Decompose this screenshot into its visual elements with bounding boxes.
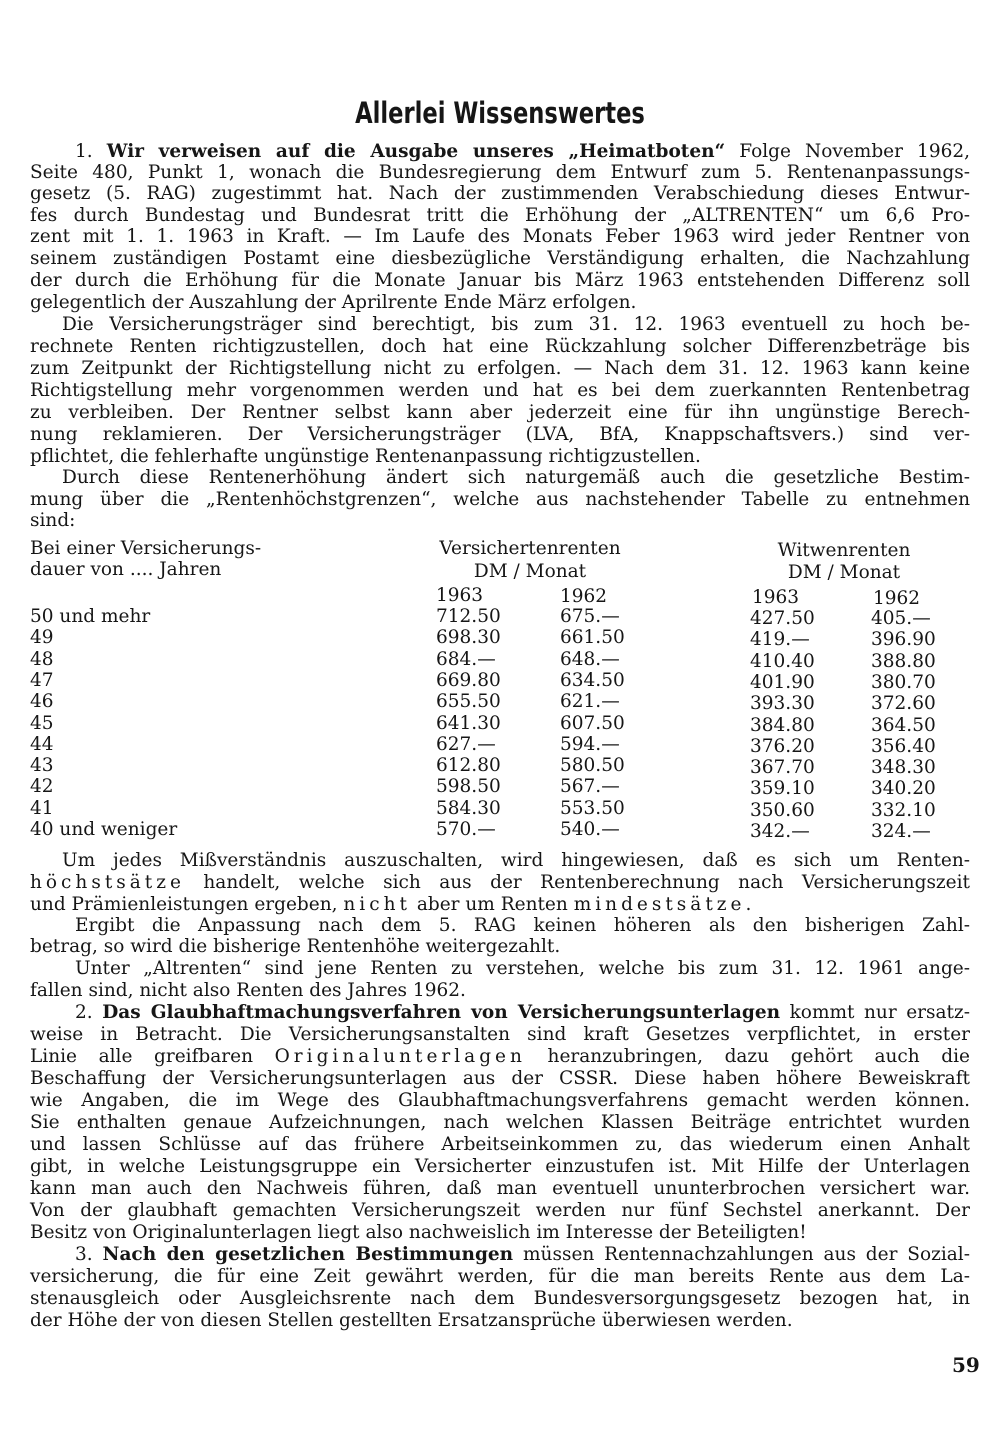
table-group-header-widow: DM / Monat <box>787 562 901 583</box>
table-cell: 376.20 <box>750 736 815 757</box>
para2-line: Die Versicherungsträger sind berechtigt, bis zum 31. 12. 1963 eventuell zu hoch be- <box>62 314 970 335</box>
para7-line: 2. Das Glaubhaftmachungsverfahren von Versicherungsunterlagen kommt nur ersatz- <box>75 1002 970 1023</box>
table-year-header: 1963 <box>752 587 800 608</box>
table-cell: 332.10 <box>871 800 936 821</box>
table-cell: 675.— <box>560 606 620 627</box>
table-cell: 324.— <box>871 821 931 842</box>
para7-line: gibt, in welche Leistungsgruppe ein Versicherter einzustufen ist. Mit Hilfe der Unterlagen <box>30 1156 970 1177</box>
table-cell: 684.— <box>436 649 496 670</box>
table-cell: 364.50 <box>871 715 936 736</box>
table-col0-header: dauer von .... Jahren <box>30 559 222 580</box>
para2-line: zu verbleiben. Der Rentner selbst kann aber jederzeit eine für ihn ungünstige Berech- <box>30 402 970 423</box>
para7-line: Beschaffung der Versicherungsunterlagen aus der CSSR. Diese haben höhere Beweiskraft <box>30 1068 970 1089</box>
para2-line: Richtigstellung mehr vorgenommen werden und hat es bei dem zuerkannten Rentenbetrag <box>30 380 970 401</box>
para1-line: gesetz (5. RAG) zugestimmt hat. Nach der zustimmenden Verabschiedung dieses Entwur- <box>30 183 970 204</box>
table-cell: 621.— <box>560 691 620 712</box>
table-cell: 350.60 <box>750 800 815 821</box>
para7-line: wie Angaben, die im Wege des Glaubhaftmachungsverfahrens gemacht werden können. <box>30 1090 970 1111</box>
table-cell: 405.— <box>871 608 931 629</box>
table-cell: 661.50 <box>560 627 625 648</box>
table-col0-header: Bei einer Versicherungs- <box>30 538 262 559</box>
page-number: 59 <box>952 1353 980 1377</box>
para8-bold-lead: Nach den gesetzlichen Bestimmungen <box>102 1244 514 1265</box>
table-group-header-widow: Witwenrenten <box>777 540 911 561</box>
para7-bold-lead: Das Glaubhaftmachungsverfahren von Versicherungsunterlagen <box>102 1002 781 1023</box>
para6-line: Unter „Altrenten“ sind jene Renten zu verstehen, welche bis zum 31. 12. 1961 ange- <box>75 958 970 979</box>
table-row-label: 40 und weniger <box>30 819 178 840</box>
table-row-label: 41 <box>30 798 54 819</box>
table-cell: 540.— <box>560 819 620 840</box>
para5-line: betrag, so wird die bisherige Rentenhöhe weitergezahlt. <box>30 936 561 957</box>
table-year-header: 1963 <box>436 585 484 606</box>
para2-line: pflichtet, die fehlerhafte ungünstige Rentenanpassung richtigzustellen. <box>30 446 701 467</box>
table-row-label: 43 <box>30 755 54 776</box>
table-cell: 410.40 <box>750 651 815 672</box>
table-cell: 384.80 <box>750 715 815 736</box>
table-row-label: 50 und mehr <box>30 606 151 627</box>
table-cell: 634.50 <box>560 670 625 691</box>
para3-line: mung über die „Rentenhöchstgrenzen“, welche aus nachstehender Tabelle zu entnehmen <box>30 489 970 510</box>
para4-line: höchstsätze handelt, welche sich aus der Rentenberechnung nach Versicherungszeit <box>30 872 970 893</box>
spaced-word: nicht <box>343 894 411 915</box>
spaced-word: mindestsätze <box>573 894 746 915</box>
table-cell: 698.30 <box>436 627 501 648</box>
table-cell: 367.70 <box>750 757 815 778</box>
para2-line: nung reklamieren. Der Versicherungsträger (LVA, BfA, Knappschaftsvers.) sind ver- <box>30 424 970 445</box>
para7-line: Von der glaubhaft gemachten Versicherungszeit werden nur fünf Sechstel anerkannt. Der <box>30 1200 970 1221</box>
table-cell: 580.50 <box>560 755 625 776</box>
para8-line: stenausgleich oder Ausgleichsrente nach dem Bundesversorgungsgesetz bezogen hat, in <box>30 1288 970 1309</box>
para1-line: seinem zuständigen Postamt eine diesbezügliche Verständigung erhalten, die Nachzahlung <box>30 248 970 269</box>
table-group-header-insured: DM / Monat <box>473 561 587 582</box>
table-cell: 380.70 <box>871 672 936 693</box>
table-cell: 427.50 <box>750 608 815 629</box>
para3-line: Durch diese Rentenerhöhung ändert sich naturgemäß auch die gesetzliche Bestim- <box>62 467 970 488</box>
para1-line: der durch die Erhöhung für die Monate Januar bis März 1963 entstehenden Differenz soll <box>30 270 970 291</box>
para2-line: rechnete Renten richtigzustellen, doch hat eine Rückzahlung solcher Differenzbeträge bis <box>30 336 970 357</box>
table-cell: 669.80 <box>436 670 501 691</box>
table-cell: 340.20 <box>871 778 936 799</box>
table-cell: 553.50 <box>560 798 625 819</box>
para1-line: zent mit 1. 1. 1963 in Kraft. — Im Laufe des Monats Feber 1963 wird jeder Rentner von <box>30 226 970 247</box>
table-cell: 612.80 <box>436 755 501 776</box>
table-cell: 359.10 <box>750 778 815 799</box>
table-row-label: 49 <box>30 627 54 648</box>
para8-line: versicherung, die für eine Zeit gewährt werden, für die man bereits Rente aus dem La- <box>30 1266 970 1287</box>
table-cell: 348.30 <box>871 757 936 778</box>
para1-bold-lead: Wir verweisen auf die Ausgabe unseres „Heimatboten“ <box>106 141 726 162</box>
para1-line: 1. Wir verweisen auf die Ausgabe unseres „Heimatboten“ Folge November 1962, <box>75 141 971 162</box>
table-group-header-insured: Versichertenrenten <box>439 538 621 559</box>
para6-line: fallen sind, nicht also Renten des Jahres 1962. <box>30 980 466 1001</box>
table-cell: 342.— <box>750 821 810 842</box>
table-row-label: 46 <box>30 691 54 712</box>
table-cell: 584.30 <box>436 798 501 819</box>
para7-line: und lassen Schlüsse auf das frühere Arbeitseinkommen zu, das wiederum einen Anhalt <box>30 1134 970 1155</box>
table-cell: 401.90 <box>750 672 815 693</box>
table-cell: 607.50 <box>560 713 625 734</box>
table-cell: 598.50 <box>436 776 501 797</box>
para7-line: Sie enthalten genaue Aufzeichnungen, nach welchen Klassen Beiträge entrichtet wurden <box>30 1112 970 1133</box>
table-cell: 712.50 <box>436 606 501 627</box>
spaced-word: Originalunterlagen <box>274 1046 526 1067</box>
para8-line: 3. Nach den gesetzlichen Bestimmungen müssen Rentennachzahlungen aus der Sozial- <box>75 1244 970 1265</box>
para7-line: Besitz von Originalunterlagen liegt also nachweislich im Interesse der Beteiligten! <box>30 1222 807 1243</box>
para1-line: fes durch Bundestag und Bundesrat tritt die Erhöhung der „ALTRENTEN“ um 6,6 Pro- <box>30 205 970 226</box>
para5-line: Ergibt die Anpassung nach dem 5. RAG keinen höheren als den bisherigen Zahl- <box>75 915 970 936</box>
table-cell: 393.30 <box>750 693 815 714</box>
table-cell: 388.80 <box>871 651 936 672</box>
table-year-header: 1962 <box>873 588 921 609</box>
table-cell: 419.— <box>750 629 810 650</box>
para4-line: Um jedes Mißverständnis auszuschalten, wird hingewiesen, daß es sich um Renten- <box>62 850 970 871</box>
table-cell: 627.— <box>436 734 496 755</box>
table-cell: 648.— <box>560 649 620 670</box>
table-cell: 396.90 <box>871 629 936 650</box>
para3-line: sind: <box>30 510 76 531</box>
table-cell: 641.30 <box>436 713 501 734</box>
para4-line: und Prämienleistungen ergeben, nicht aber um Renten mindestsätze. <box>30 894 752 915</box>
table-cell: 567.— <box>560 776 620 797</box>
para7-line: kann man auch den Nachweis führen, daß man eventuell ununterbrochen versichert war. <box>30 1178 970 1199</box>
table-row-label: 48 <box>30 649 54 670</box>
table-row-label: 42 <box>30 776 54 797</box>
table-cell: 372.60 <box>871 693 936 714</box>
para7-line: Linie alle greifbaren Originalunterlagen heranzubringen, dazu gehört auch die <box>30 1046 970 1067</box>
para1-line: gelegentlich der Auszahlung der Aprilrente Ende März erfolgen. <box>30 292 637 313</box>
page-title: Allerlei Wissenswertes <box>355 96 645 130</box>
para8-line: der Höhe der von diesen Stellen gestellten Ersatzansprüche überwiesen werden. <box>30 1310 793 1331</box>
spaced-word: höchstsätze <box>30 872 185 893</box>
para1-line: Seite 480, Punkt 1, wonach die Bundesregierung dem Entwurf zum 5. Rentenanpassungs- <box>30 162 970 183</box>
table-row-label: 45 <box>30 713 54 734</box>
table-year-header: 1962 <box>560 586 608 607</box>
para7-line: weise in Betracht. Die Versicherungsanstalten sind kraft Gesetzes verpflichtet, in erster <box>30 1024 970 1045</box>
table-row-label: 44 <box>30 734 54 755</box>
table-cell: 356.40 <box>871 736 936 757</box>
table-cell: 655.50 <box>436 691 501 712</box>
table-cell: 570.— <box>436 819 496 840</box>
table-row-label: 47 <box>30 670 54 691</box>
table-cell: 594.— <box>560 734 620 755</box>
para2-line: zum Zeitpunkt der Richtigstellung nicht zu erfolgen. — Nach dem 31. 12. 1963 kann keine <box>30 358 970 379</box>
